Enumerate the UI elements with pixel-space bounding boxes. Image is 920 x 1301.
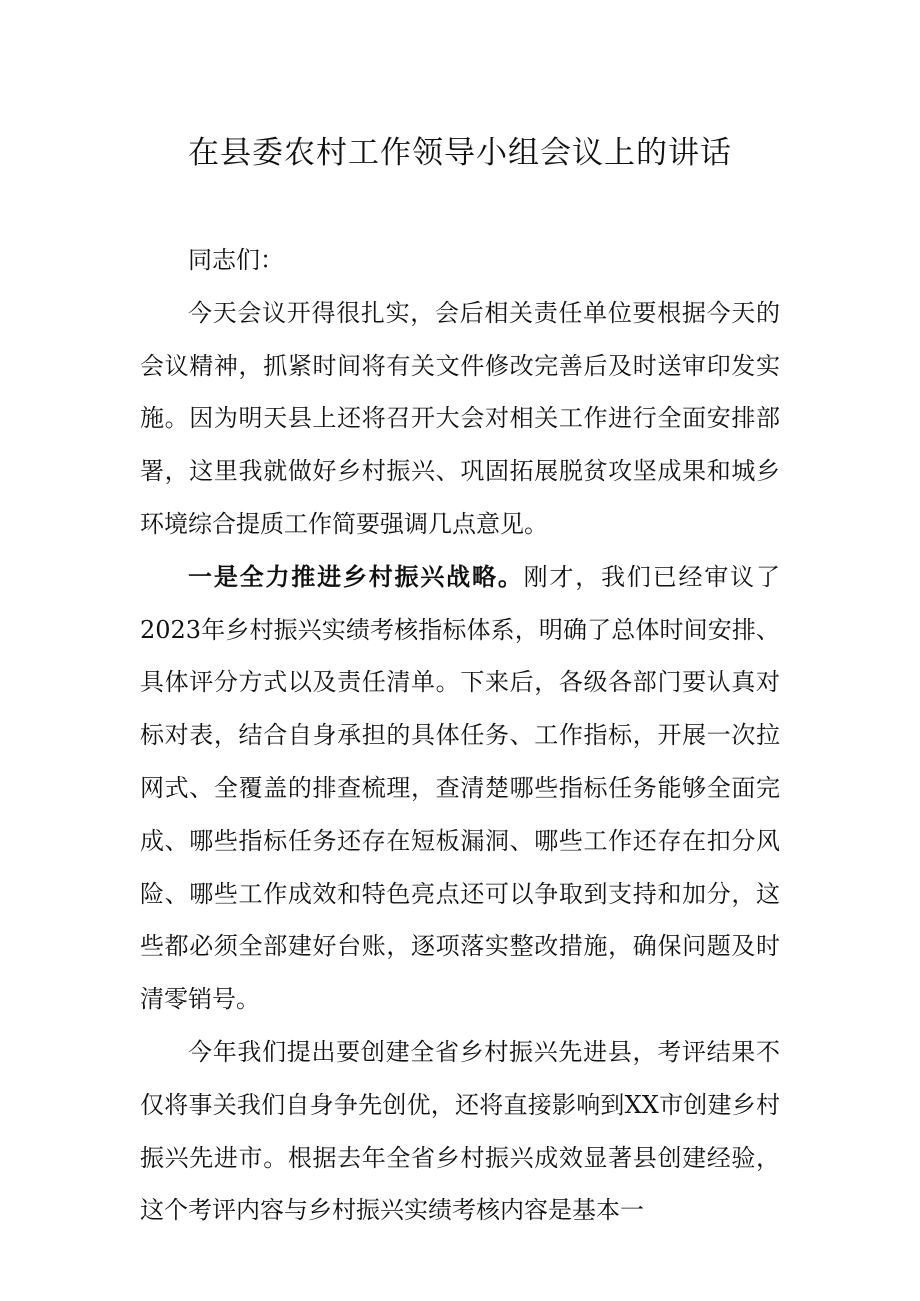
paragraph-2-lead: 一是全力推进乡村振兴战略。 <box>188 562 524 591</box>
paragraph-2-text: 刚才，我们已经审议了2023年乡村振兴实绩考核指标体系，明确了总体时间安排、具体评分方式以及责任清单。下来后，各级各部门要认真对标对表，结合自身承担的具体任务、工作指标，开展一次拉网式、全覆盖的排查梳理，查清楚哪些指标任务能够全面完成、哪些指标任务还存在短板漏洞、哪些工作还存在扣分风险、哪些工作成效和特色亮点还可以争取到支持和加分，这些都必须全部建好台账，逐项落实整改措施，确保问题及时清零销号。 <box>140 562 781 1014</box>
salutation: 同志们： <box>188 246 284 274</box>
document-body <box>140 234 780 1237</box>
document-title: 在县委农村工作领导小组会议上的讲话 <box>188 135 732 171</box>
paragraph-1: 今天会议开得很扎实，会后相关责任单位要根据今天的会议精神，抓紧时间将有关文件修改完善后及时送审印发实施。因为明天县上还将召开大会对相关工作进行全面安排部署，这里我就做好乡村振兴、巩固拓展脱贫攻坚成果和城乡环境综合提质工作简要强调几点意见。 <box>140 298 780 538</box>
paragraph-3: 今年我们提出要创建全省乡村振兴先进县，考评结果不仅将事关我们自身争先创优，还将直接影响到XX市创建乡村振兴先进市。根据去年全省乡村振兴成效显著县创建经验，这个考评内容与乡村振兴实绩考核内容是基本一 <box>140 1037 780 1225</box>
paragraph-2 <box>140 551 780 1026</box>
